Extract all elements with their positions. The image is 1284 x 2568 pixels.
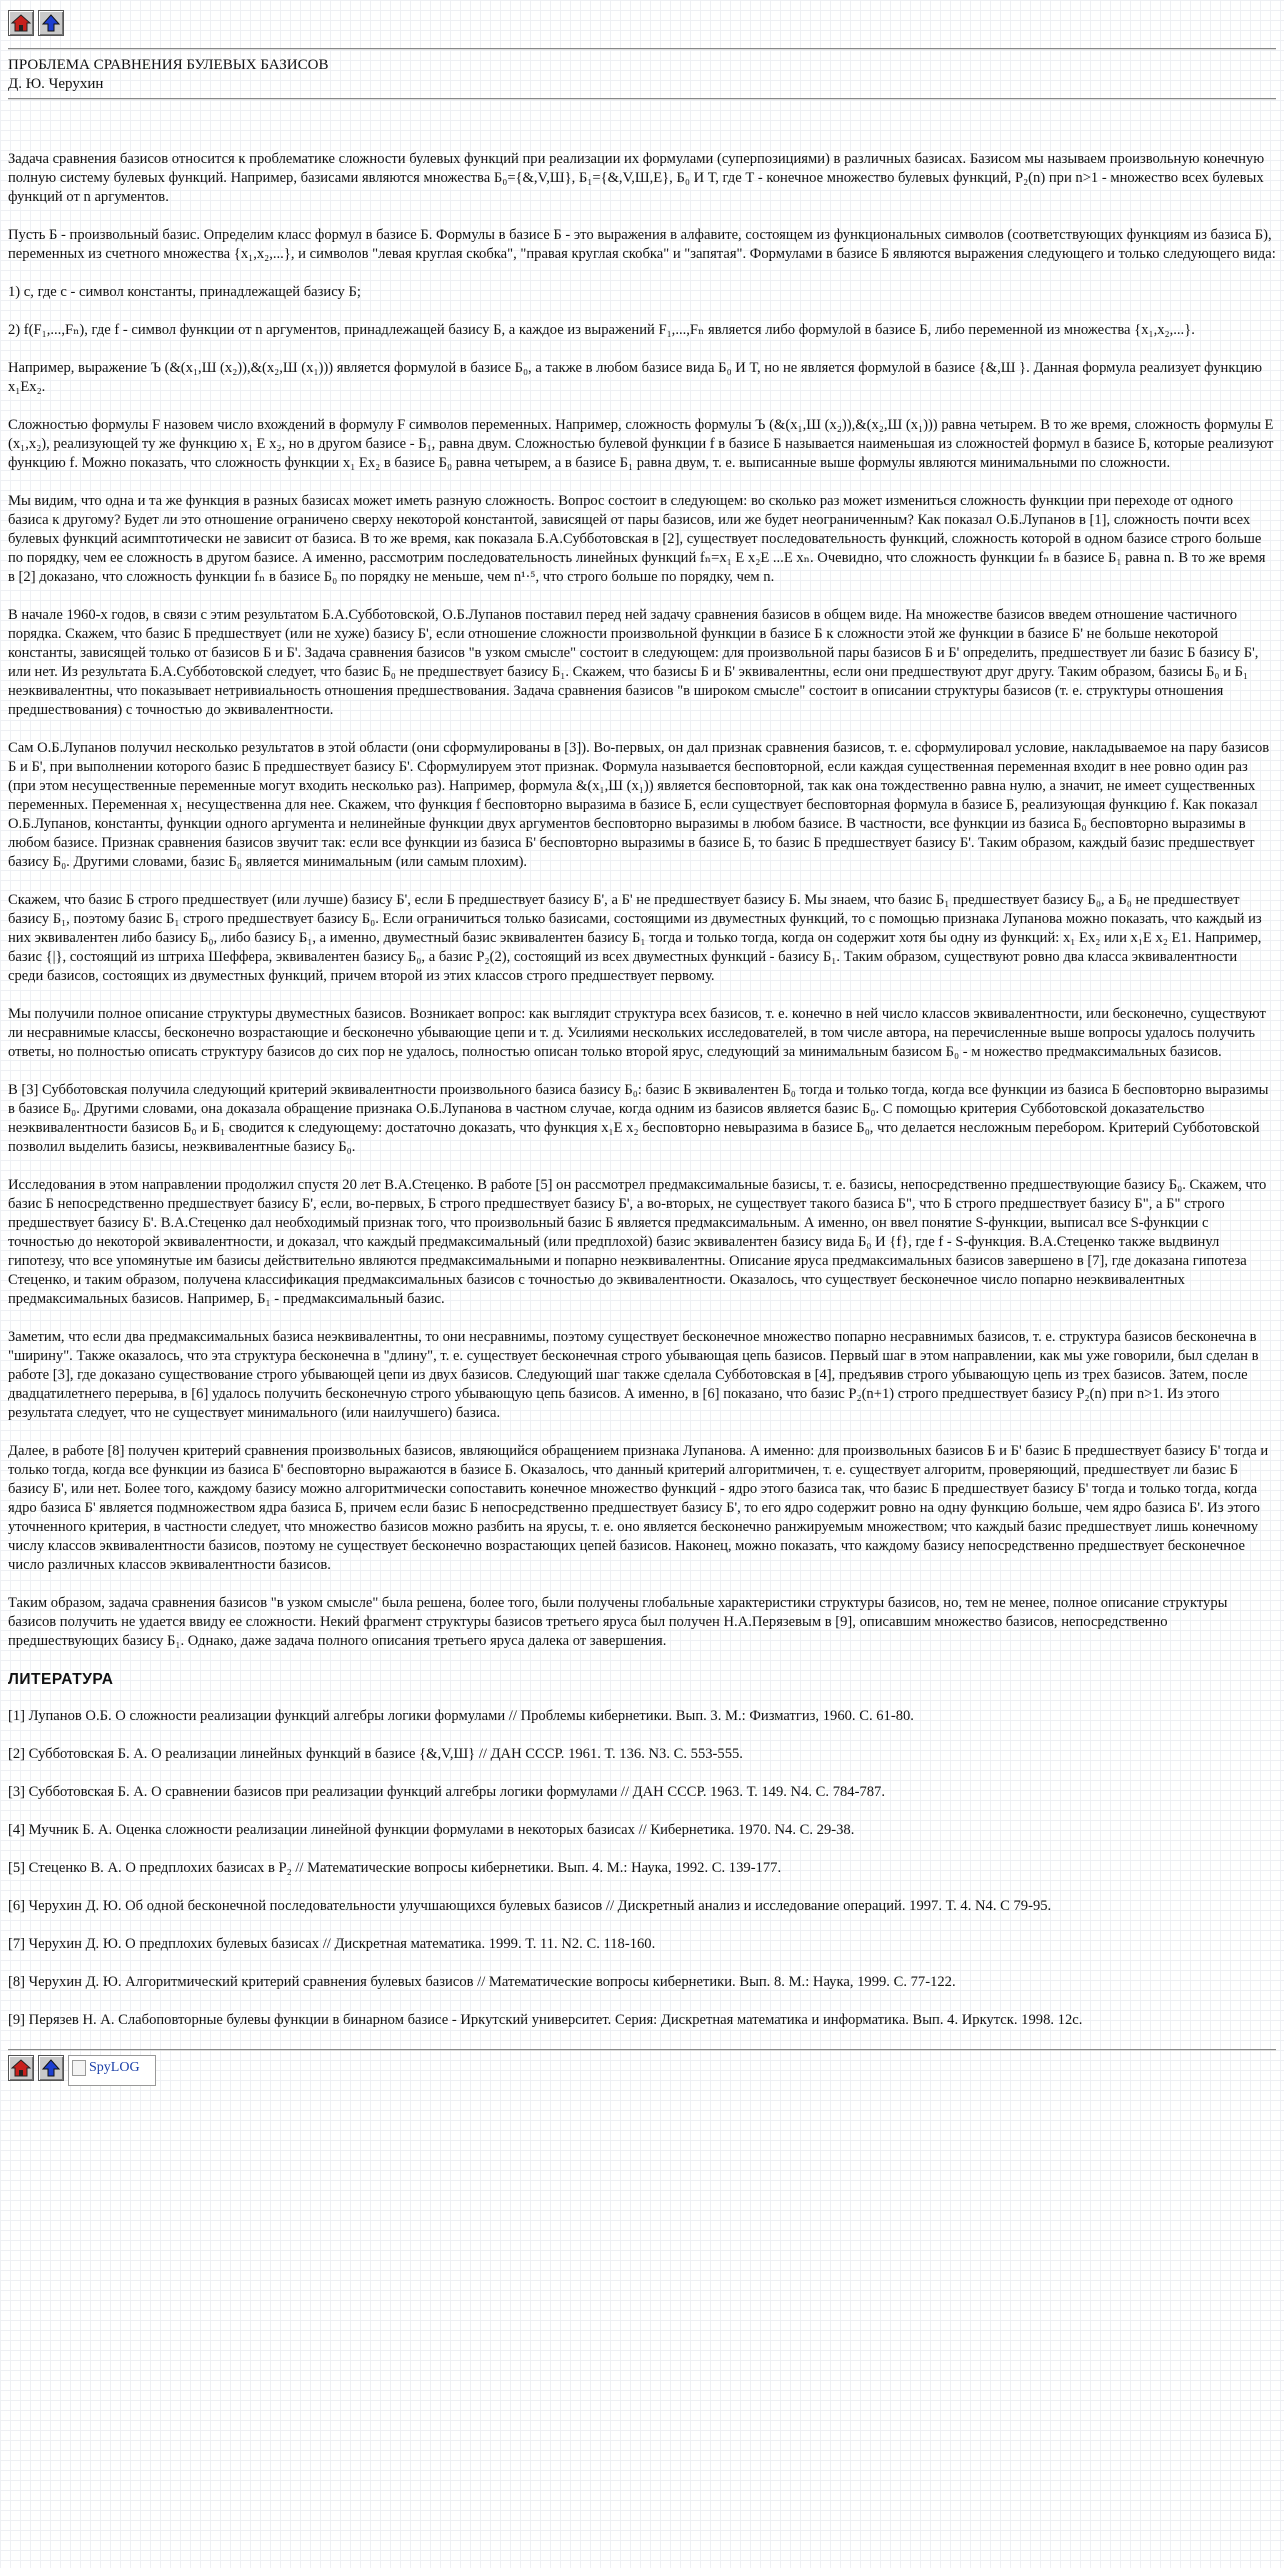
spylog-counter-link[interactable]: [68, 2055, 156, 2086]
paragraph: Таким образом, задача сравнения базисов "в узком смысле" была решена, более того, были получены глобальные характеристики структуры базисов, но, тем не менее, полное описание структуры базисов получить не удается ввиду ее сложности. Некий фрагмент структуры базисов третьего яруса был получен Н.А.Перязевым в [9], описавшим множество базисов, непосредственно предшествующих базису Б₁. Однако, даже задача полного описания третьего яруса далека от завершения.: [8, 1595, 1228, 1649]
paragraph: Задача сравнения базисов относится к проблематике сложности булевых функций при реализации их формулами (суперпозициями) в различных базисах. Базисом мы называем произвольную конечную полную систему булевых функций. Например, базисами являются множества Б₀={&,V,Ш}, Б₁={&,V,Ш,Е}, Б₀ И Т, где Т - конечное множество булевых функций, P₂(n) при n>1 - множество всех булевых функций от n аргументов.: [8, 151, 1265, 205]
paragraph: 2) f(F₁,...,Fₙ), где f - символ функции от n аргументов, принадлежащей базису Б, а каждое из выражений F₁,...,Fₙ является либо формулой в базисе Б, либо переменной из множества {x₁,x₂,...}.: [8, 322, 1195, 338]
reference-item: [7] Черухин Д. Ю. О предплохих булевых базисах // Дискретная математика. 1999. Т. 11. N2. С. 118-160.: [8, 1936, 656, 1952]
paragraph: Скажем, что базис Б строго предшествует (или лучше) базису Б', если Б предшествует базису Б', а Б' не предшествует базису Б. Мы знаем, что базис Б₁ предшествует базису Б₀, а Б₀ не предшествует базису Б₁, поэтому базис Б₁ строго предшествует базису Б₀. Если ограничиться только базисами, состоящими из двуместных функций, то с помощью признака Лупанова можно показать, что каждый из них эквивалентен либо базису Б₀, либо базису Б₁, а именно, двуместный базис эквивалентен базису Б₁ тогда и только тогда, когда он содержит хотя бы одну из функций: x₁ Еx₂ или x₁Е x₂ Е1. Например, базис {|}, состоящий из штриха Шеффера, эквивалентен базису Б₀, а базис P₂(2), состоящий из всех двуместных функций - базису Б₁. Таким образом, существуют ровно два класса эквивалентности среди базисов, состоящих из двуместных функций, причем второй из этих классов строго предшествует первому.: [8, 892, 1262, 984]
paragraph: В начале 1960-х годов, в связи с этим результатом Б.А.Субботовской, О.Б.Лупанов поставил перед ней задачу сравнения базисов в общем виде. На множестве базисов введем отношение частичного порядка. Скажем, что базис Б предшествует (или не хуже) базису Б', если отношение сложности произвольной функции в базисе Б к сложности этой же функции в базисе Б' не больше некоторой константы, зависящей только от базисов Б и Б'. Задача сравнения базисов "в узком смысле" состоит в следующем: для произвольной пары базисов Б и Б' определить, предшествует ли базис Б базису Б', или нет. Из результата Б.А.Субботовской следует, что базис Б₀ не предшествует базису Б₁. Скажем, что базисы Б и Б' эквивалентны, если они предшествуют друг другу. Таким образом, базисы Б₀ и Б₁ неэквивалентны, что показывает нетривиальность отношения предшествования. Задача сравнения базисов "в широком смысле" состоит в описании структуры базисов (т. е. структуры отношения предшествования) с точностью до эквивалентности.: [8, 607, 1259, 718]
home-button-bottom[interactable]: [8, 2055, 34, 2081]
reference-item: [1] Лупанов О.Б. О сложности реализации функций алгебры логики формулами // Проблемы кибернетики. Вып. 3. М.: Физматгиз, 1960. С. 61-80.: [8, 1708, 914, 1724]
home-button[interactable]: [8, 10, 34, 36]
up-arrow-icon: [41, 2058, 61, 2078]
home-icon: [11, 13, 31, 33]
spacer: [8, 100, 1276, 150]
top-divider: [8, 48, 1276, 50]
footer-divider: [8, 2049, 1276, 2051]
reference-item: [4] Мучник Б. А. Оценка сложности реализации линейной функции формулами в некоторых базисах // Кибернетика. 1970. N4. С. 29-38.: [8, 1822, 855, 1838]
paragraph: Пусть Б - произвольный базис. Определим класс формул в базисе Б. Формулы в базисе Б - это выражения в алфавите, состоящем из функциональных символов (соответствующих функциям из базиса Б), переменных из счетного множества {x₁,x₂,...}, и символов "левая круглая скобка", "правая круглая скобка" и "запятая". Формулами в базисе Б являются выражения следующего и только следующего вида:: [8, 227, 1276, 262]
up-button[interactable]: [38, 10, 64, 36]
paragraph: Мы получили полное описание структуры двуместных базисов. Возникает вопрос: как выглядит структура всех базисов, т. е. конечно в ней число классов эквивалентности, или бесконечно, существуют ли несравнимые классы, бесконечно возрастающие и бесконечно убывающие цепи и т. д. Усилиями нескольких исследователей, в том числе автора, на перечисленные выше вопросы удалось получить ответы, но полностью описать структуру базисов до сих пор не удалось, полностью описан только второй ярус, следующий за минимальным базисом Б₀ - м ножество предмаксимальных базисов.: [8, 1006, 1266, 1060]
article-body: [8, 150, 1276, 1651]
reference-item: [5] Стеценко В. А. О предплохих базисах в P₂ // Математические вопросы кибернетики. Вып. 4. М.: Наука, 1992. С. 139-177.: [8, 1860, 782, 1876]
up-button-bottom[interactable]: [38, 2055, 64, 2081]
paragraph: Сам О.Б.Лупанов получил несколько результатов в этой области (они сформулированы в [3]). Во-первых, он дал признак сравнения базисов, т. е. сформулировал условие, накладываемое на пару базисов Б и Б', при выполнении которого базис Б предшествует базису Б'. Сформулируем этот признак. Формула называется бесповторной, если каждая существенная переменная входит в нее ровно один раз (при этом несущественные переменные могут входить несколько раз). Например, формула &(x₁,Ш (x₁)) является бесповторной, так как она тождественно равна нулю, а значит, не имеет существенных переменных. Переменная x₁ несущественна для нее. Скажем, что функция f бесповторно выразима в базисе Б, если существует бесповторная формула в базисе Б, реализующая функцию f. Как показал О.Б.Лупанов, константы, функции одного аргумента и нелинейные функции двух аргументов бесповторно выразимы в любом базисе. В частности, все функции из базиса Б₀ бесповторно выразимы в любом базисе. Признак сравнения базисов звучит так: если все функции из базиса Б' бесповторно выразимы в базисе Б, то базис Б предшествует базису Б'. Таким образом, каждый базис предшествует базису Б₀. Другими словами, базис Б₀ является минимальным (или самым плохим).: [8, 740, 1270, 870]
paragraph: Мы видим, что одна и та же функция в разных базисах может иметь разную сложность. Вопрос состоит в следующем: во сколько раз может измениться сложность функции при переходе от одного базиса к другому? Будет ли это отношение ограничено сверху некоторой константой, зависящей от пары базисов, или же будет неограниченным? Как показал О.Б.Лупанов в [1], сложность почти всех булевых функций асимптотически не зависит от базиса. В то же время, как показала Б.А.Субботовская в [2], существует последовательность функций, сложность которой в одном базисе строго больше по порядку, чем ее сложность в другом базисе. А именно, рассмотрим последовательность линейных функций fₙ=x₁ Е x₂Е ...Е xₙ. Очевидно, что сложность функции fₙ в базисе Б₁ равна n. В то же время в [2] доказано, что сложность функции fₙ в базисе Б₀ по порядку не меньше, чем n¹·⁵, что строго больше по порядку, чем n.: [8, 493, 1266, 585]
author: Д. Ю. Черухин: [8, 76, 104, 92]
paragraph: Заметим, что если два предмаксимальных базиса неэквивалентны, то они несравнимы, поэтому существует бесконечное множество попарно несравнимых базисов, т. е. структура базисов бесконечна в "ширину". Также оказалось, что эта структура бесконечна в "длину", т. е. существует бесконечная строго убывающая цепь базисов. Первый шаг в этом направлении, как мы уже говорили, был сделан в работе [3], где доказано существование строго убывающей цепи из двух базисов. Следующий шаг также сделала Субботовская в [4], предъявив строго убывающую цепь из трех базисов. Затем, после двадцатилетнего перерыва, в [6] удалось получить бесконечную строго убывающую цепь базисов. А именно, в [6] показано, что базис P₂(n+1) строго предшествует базису P₂(n) при n>1. Из этого результата следует, что не существует минимального (или наилучшего) базиса.: [8, 1329, 1259, 1421]
reference-item: [6] Черухин Д. Ю. Об одной бесконечной последовательности улучшающихся булевых базисов // Дискретный анализ и исследование операций. 1997. Т. 4. N4. С 79-95.: [8, 1898, 1052, 1914]
reference-item: [9] Перязев Н. А. Слабоповторные булевы функции в бинарном базисе - Иркутский университет. Серия: Дискретная математика и информатика. Вып. 4. Иркутск. 1998. 12с.: [8, 2012, 1083, 2028]
paragraph: Далее, в работе [8] получен критерий сравнения произвольных базисов, являющийся обращением признака Лупанова. А именно: для произвольных базисов Б и Б' базис Б предшествует базису Б' тогда и только тогда, когда все функции из базиса Б' бесповторно выражаются в базисе Б. Оказалось, что данный критерий алгоритмичен, т. е. существует алгоритм, проверяющий, предшествует ли базис Б базису Б', или нет. Более того, каждому базису можно алгоритмически сопоставить конечное множество функций - ядро этого базиса так, что базис Б предшествует базису Б' тогда и только тогда, когда ядро базиса Б' является подмножеством ядра базиса Б, причем если базис Б непосредственно предшествует базису Б', то его ядро содержит ровно на одну функцию больше, чем ядро базиса Б'. Из этого уточненного критерия, в частности следует, что множество базисов можно разбить на ярусы, т. е. оно является бесконечно ранжируемым множеством; что каждый базис предшествует лишь конечному числу классов эквивалентности базисов, поэтому не существует бесконечно возрастающих цепей базисов. Наконец, можно показать, что каждому базису непосредственно предшествует бесконечное число различных классов эквивалентности базисов.: [8, 1443, 1269, 1573]
up-arrow-icon: [41, 13, 61, 33]
paragraph: В [3] Субботовская получила следующий критерий эквивалентности произвольного базиса базису Б₀: базис Б эквивалентен Б₀ тогда и только тогда, когда все функции из базиса Б бесповторно выразимы в базисе Б₀. Другими словами, она доказала обращение признака О.Б.Лупанова в частном случае, когда одним из базисов является базис Б₀. С помощью критерия Субботовской доказательство неэквивалентности базисов Б₀ и Б₁ сводится к следующему: достаточно доказать, что функция x₁Е x₂ бесповторно невыразима в базисе Б₀, что делается несложным перебором. Критерий Субботовской позволил выделить базисы, неэквивалентные базису Б₀.: [8, 1082, 1269, 1155]
broken-image-icon: [72, 2060, 86, 2076]
paragraph: Сложностью формулы F назовем число вхождений в формулу F символов переменных. Например, сложность формулы Ъ (&(x₁,Ш (x₂)),&(x₂,Ш (x₁))) равна четырем. В то же время, сложность формулы Е (x₁,x₂), реализующей ту же функцию x₁ Е x₂, но в другом базисе - Б₁, равна двум. Сложностью булевой функции f в базисе Б называется наименьшая из сложностей формул в базисе Б, которые реализуют функцию f. Можно показать, что сложность функции x₁ Еx₂ в базисе Б₀ равна четырем, а в базисе Б₁ равна двум, т. е. выписанные выше формулы являются минимальными по сложности.: [8, 417, 1274, 471]
reference-list: [8, 1707, 1276, 2030]
spylog-alt-text: SpyLOG: [89, 2060, 140, 2075]
paragraph: Исследования в этом направлении продолжил спустя 20 лет В.А.Стеценко. В работе [5] он рассмотрел предмаксимальные базисы, т. е. базисы, непосредственно предшествующие базису Б₀. Скажем, что базис Б непосредственно предшествует базису Б', если, во-первых, Б строго предшествует базису Б', а во-вторых, не существует такого базиса Б", что Б строго предшествует базису Б", а Б" строго предшествует базису Б'. В.А.Стеценко дал необходимый признак того, что произвольный базис Б является предмаксимальным. А именно, он ввел понятие S-функции, выписал все S-функции с точностью до некоторой эквивалентности, и доказал, что каждый предмаксимальный (или предплохой) базис эквивалентен базису вида Б₀ И {f}, где f - S-функция. В.А.Стеценко также выдвинул гипотезу, что все упомянутые им базисы действительно являются предмаксимальными и попарно неэквивалентны. Описание яруса предмаксимальных базисов завершено в [7], где доказана гипотеза Стеценко, и таким образом, получена классификация предмаксимальных базисов с точностью до эквивалентности. Оказалось, что существует бесконечное число попарно неэквивалентных предмаксимальных базисов. Например, Б₁ - предмаксимальный базис.: [8, 1177, 1267, 1307]
reference-item: [8] Черухин Д. Ю. Алгоритмический критерий сравнения булевых базисов // Математические вопросы кибернетики. Вып. 8. М.: Наука, 1999. С. 77-122.: [8, 1974, 956, 1990]
bottom-nav: [8, 2055, 1276, 2086]
page-title: ПРОБЛЕМА СРАВНЕНИЯ БУЛЕВЫХ БАЗИСОВ: [8, 57, 329, 73]
reference-item: [2] Субботовская Б. А. О реализации линейных функций в базисе {&,V,Ш} // ДАН СССР. 1961. Т. 136. N3. С. 553-555.: [8, 1746, 743, 1762]
reference-item: [3] Субботовская Б. А. О сравнении базисов при реализации функций алгебры логики формулами // ДАН СССР. 1963. Т. 149. N4. С. 784-787.: [8, 1784, 886, 1800]
top-nav: [8, 10, 1276, 38]
home-icon: [11, 2058, 31, 2078]
paragraph: Например, выражение Ъ (&(x₁,Ш (x₂)),&(x₂,Ш (x₁))) является формулой в базисе Б₀, а также в любом базисе вида Б₀ И Т, но не является формулой в базисе {&,Ш }. Данная формула реализует функцию x₁Ex₂.: [8, 360, 1262, 395]
literature-heading: ЛИТЕРАТУРА: [8, 1671, 114, 1688]
paragraph: 1) c, где c - символ константы, принадлежащей базису Б;: [8, 284, 361, 300]
